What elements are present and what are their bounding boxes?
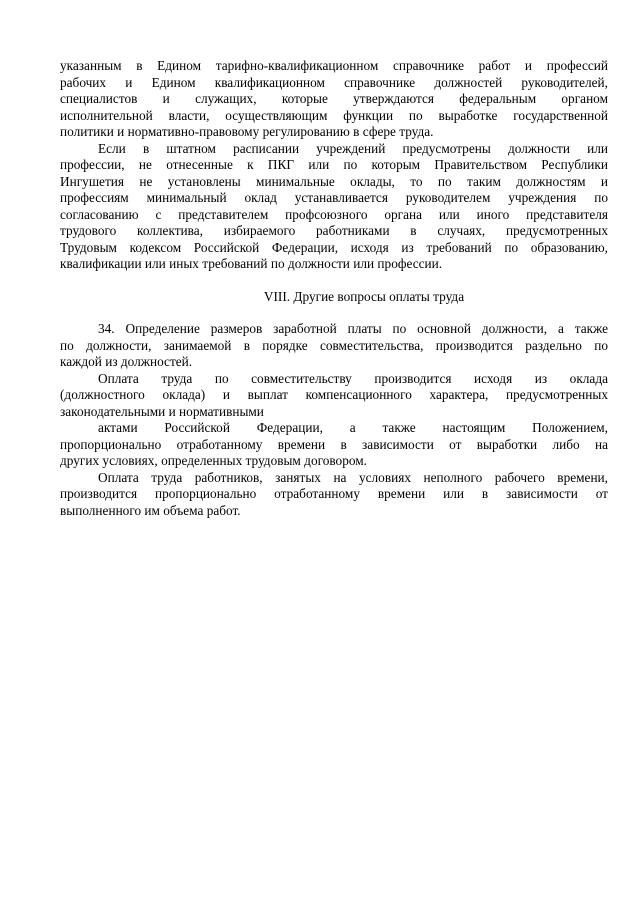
text-line: Если в штатном расписании учреждений предусмотрены должности или: [98, 140, 608, 156]
section-heading: VIII. Другие вопросы оплаты труда: [263, 288, 465, 304]
text-line: исполнительной власти, осуществляющим функции по выработке государственной: [60, 107, 608, 123]
text-line: политики и нормативно-правовому регулированию в сфере труда.: [60, 124, 434, 139]
document-page: [60, 58, 608, 519]
text-line: выполненного им объема работ.: [60, 502, 241, 518]
text-line: Оплата труда работников, занятых на условиях неполного рабочего времени,: [98, 469, 608, 485]
paragraph-4: [60, 371, 608, 470]
text-line: производится пропорционально отработанному времени или в зависимости от: [60, 486, 608, 501]
text-line: Трудовым кодексом Российской Федерации, исходя из требований по образованию,: [60, 239, 608, 255]
paragraph-3: [60, 321, 608, 371]
text-line: пропорционально отработанному времени в зависимости от выработки либо на: [60, 436, 608, 452]
text-line: каждой из должностей.: [60, 354, 193, 369]
text-line: 34. Определение размеров заработной платы по основной должности, а также: [98, 321, 608, 336]
text-line: Ингушетия не установлены минимальные оклады, то по таким должностям и: [60, 173, 608, 189]
text-line: (должностного оклада) и выплат компенсационного характера, предусмотренных: [60, 387, 608, 402]
paragraph-2: [60, 141, 608, 273]
text-line: профессии, не отнесенные к ПКГ или по которым Правительством Республики: [60, 157, 608, 172]
text-line: профессиям минимальный оклад устанавливается руководителем учреждения по: [60, 190, 608, 205]
text-line: трудового коллектива, избираемого работниками в случаях, предусмотренных: [60, 223, 608, 238]
text-line: законодательными и нормативными: [60, 403, 264, 419]
text-line: по должности, занимаемой в порядке совместительства, производится раздельно по: [60, 337, 608, 353]
text-line: Оплата труда по совместительству производится исходя из оклада: [98, 370, 608, 386]
paragraph-5: [60, 470, 608, 520]
text-line: других условиях, определенных трудовым договором.: [60, 453, 367, 468]
text-line: рабочих и Едином квалификационном справочнике должностей руководителей,: [60, 74, 608, 90]
text-line: согласованию с представителем профсоюзного органа или иного представителя: [60, 206, 608, 222]
text-line: актами Российской Федерации, а также настоящим Положением,: [98, 420, 608, 435]
paragraph-1: [60, 58, 608, 141]
text-line: квалификации или иных требований по должности или профессии.: [60, 256, 443, 271]
text-line: указанным в Едином тарифно-квалификационном справочнике работ и профессий: [60, 58, 608, 73]
text-line: специалистов и служащих, которые утверждаются федеральным органом: [60, 91, 608, 106]
